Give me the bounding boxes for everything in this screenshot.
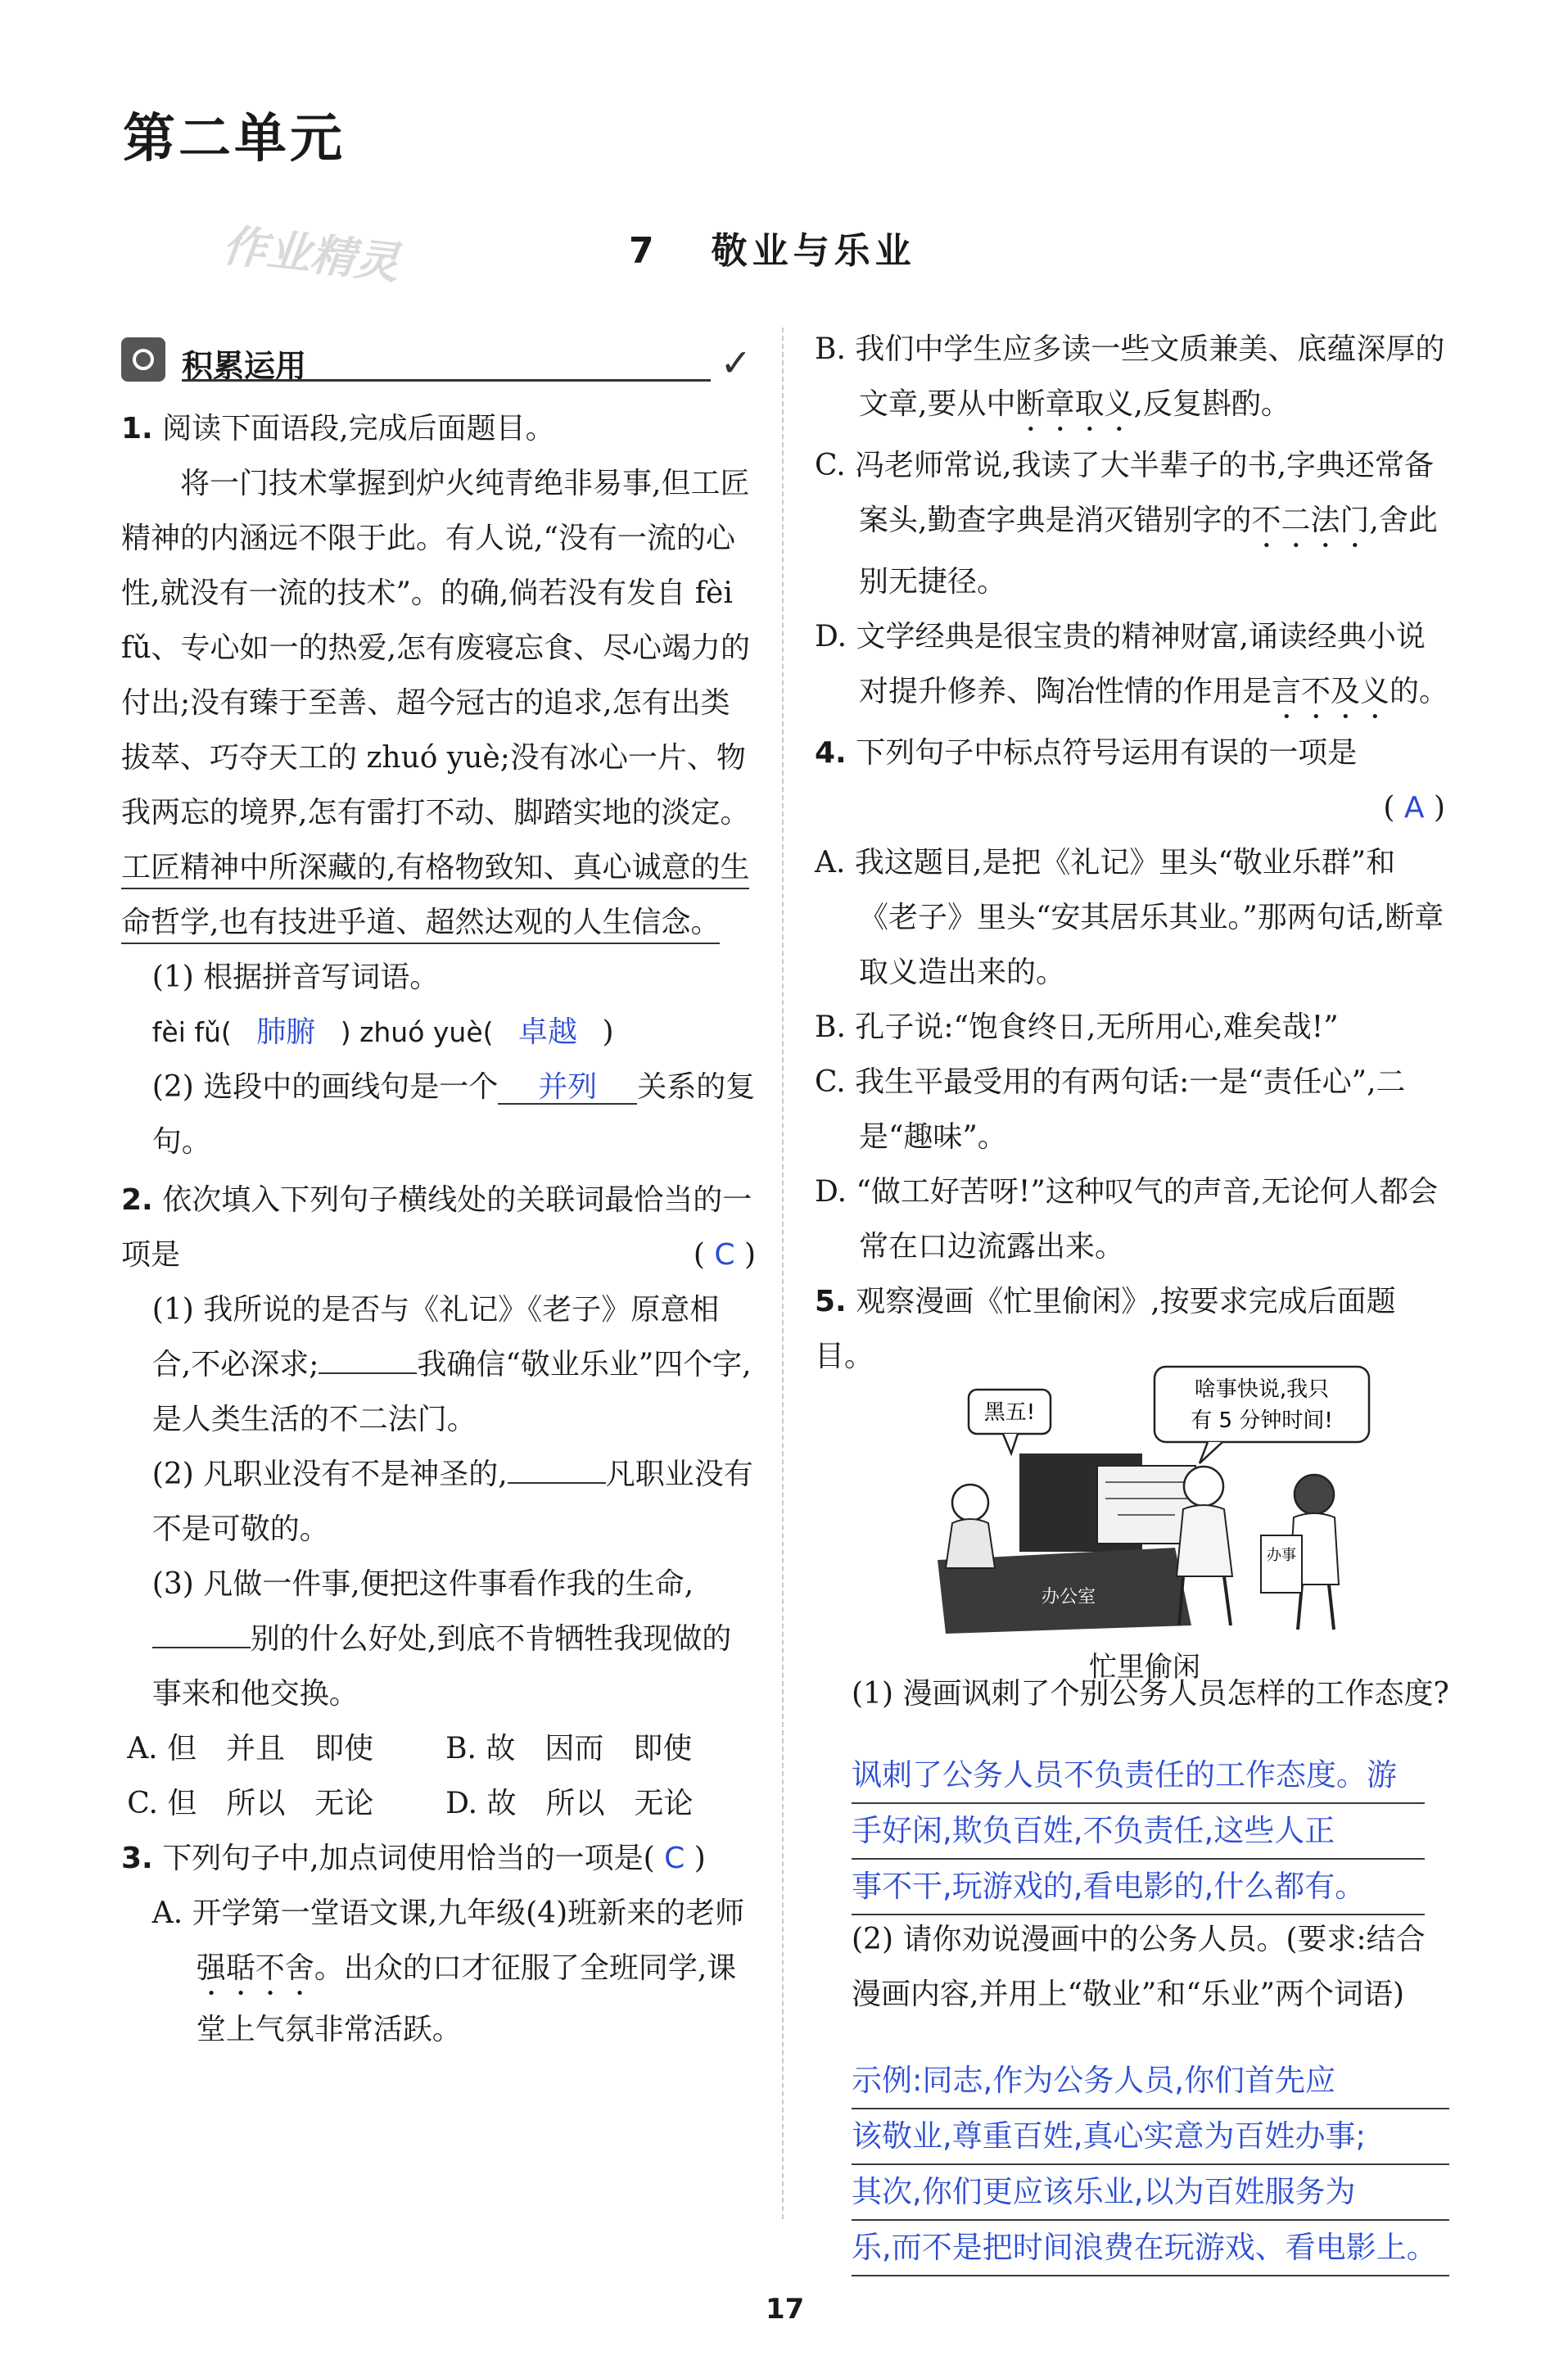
q4-option-d: D. “做工好苦呀!”这种叹气的声音,无论何人都会常在口边流露出来。 xyxy=(815,1175,1439,1264)
q3-option-b xyxy=(815,322,1453,438)
gear-icon xyxy=(121,337,165,382)
q2-sentence-2 xyxy=(121,1447,756,1557)
sentence-text: 我确信“敬业乐业”四个字,是人类生活的不二法门。 xyxy=(151,1348,752,1436)
option-text: ,舍此别无捷径。 xyxy=(859,504,1438,599)
answer-q4: A xyxy=(1403,791,1425,825)
q2-sentence-3 xyxy=(121,1557,756,1721)
question-number: 2. xyxy=(121,1183,153,1217)
dotted-word: 断章取义 xyxy=(1015,387,1134,421)
option-d: D. 故 所以 无论 xyxy=(445,1787,694,1820)
option-a: A. 但 并且 即使 xyxy=(127,1732,374,1765)
question-number: 3. xyxy=(121,1842,153,1875)
left-column xyxy=(121,401,756,2057)
option-text: C. 冯老师常说,我读了大半辈子的书,字典还常备案头,勤查字典是消灭错别字的 xyxy=(815,449,1435,537)
question-stem: 下列句子中,加点词使用恰当的一项是 xyxy=(162,1842,644,1875)
lesson-number: 7 xyxy=(629,230,659,272)
bubble-text-right-2: 有 5 分钟时间! xyxy=(1191,1408,1333,1433)
question-4 xyxy=(815,726,1453,780)
q3-option-c xyxy=(815,438,1453,609)
blank-line xyxy=(152,1619,251,1648)
cartoon-caption: 忙里偷闲 xyxy=(1089,1651,1200,1684)
dotted-word: 言不及义 xyxy=(1272,675,1390,708)
question-stem: 观察漫画《忙里偷闲》,按要求完成后面题目。 xyxy=(815,1285,1396,1373)
answer-line: 该敬业,尊重百姓,真心实意为百姓办事; xyxy=(852,2109,1449,2165)
reading-passage xyxy=(121,456,756,950)
question-number: 1. xyxy=(121,412,153,445)
question-stem: 依次填入下列句子横线处的关联词最恰当的一项是 xyxy=(121,1183,752,1272)
pinyin-zhuoyue: ) zhuó yuè( xyxy=(340,1016,494,1048)
q5-answer2 xyxy=(852,2054,1449,2276)
q3-option-a xyxy=(121,1886,756,2057)
option-text: B. 我们中学生应多读一些文质兼美、底蕴深厚的文章,要从中 xyxy=(815,332,1445,421)
answer-relation: 并列 xyxy=(498,1075,637,1105)
answer-line: 讽刺了公务人员不负责任的工作态度。游 xyxy=(852,1748,1425,1804)
watermark-logo: 作业精灵 xyxy=(219,219,402,290)
right-column xyxy=(815,322,1453,1384)
answer-line: 乐,而不是把时间浪费在玩游戏、看电影上。 xyxy=(852,2221,1449,2276)
q4-option-c: C. 我生平最受用的有两句话:一是“责任心”,二是“趣味”。 xyxy=(815,1065,1406,1154)
q1-sub2-tail: 关系的复句。 xyxy=(151,1070,756,1159)
close-paren: ) xyxy=(602,1015,614,1049)
q5-sub1-text: (1) 漫画讽刺了个别公务人员怎样的工作态度? xyxy=(852,1677,1449,1711)
blank-line xyxy=(508,1454,606,1484)
option-text: 的。 xyxy=(1390,675,1449,708)
sentence-text: 别的什么好处,到底不肯牺牲我现做的事来和他交换。 xyxy=(151,1622,732,1711)
page-number: 17 xyxy=(766,2293,805,2326)
option-text: 。出众的口才征服了全班同学,课堂上气氛非常活跃。 xyxy=(196,1951,737,2046)
question-number: 4. xyxy=(815,736,847,770)
question-1 xyxy=(121,401,756,456)
answer-line: 示例:同志,作为公务人员,你们首先应 xyxy=(852,2054,1449,2109)
lesson-title xyxy=(629,221,916,274)
answer-feifu: 肺腑 xyxy=(256,1015,316,1049)
question-number: 5. xyxy=(815,1285,847,1318)
answer-paren: ( C ) xyxy=(693,1238,756,1272)
bubble-text-right-1: 啥事快说,我只 xyxy=(1194,1377,1330,1402)
answer-line: 事不干,玩游戏的,看电影的,什么都有。 xyxy=(852,1860,1425,1915)
option-c: C. 但 所以 无论 xyxy=(127,1787,374,1820)
cartoon-illustration xyxy=(938,1363,1408,1634)
q3-option-d xyxy=(815,609,1453,726)
q5-sub1 xyxy=(852,1666,1449,1721)
official-figure-left xyxy=(952,1485,988,1521)
q2-options xyxy=(121,1721,756,1831)
q1-pinyin-row xyxy=(121,1005,756,1060)
sentence-text: (2) 凡职业没有不是神圣的, xyxy=(151,1458,508,1491)
option-b: B. 故 因而 即使 xyxy=(445,1732,693,1765)
question-stem: 下列句子中标点符号运用有误的一项是 xyxy=(856,736,1358,770)
section-header xyxy=(121,336,752,385)
q1-sub2 xyxy=(121,1060,756,1169)
question-2 xyxy=(121,1173,756,1282)
answer-q2: C xyxy=(714,1238,735,1272)
q4-option-b: B. 孔子说:“饱食终日,无所用心,难矣哉!” xyxy=(815,1010,1339,1044)
sentence-text: (1) 我所说的是否与《礼记》《老子》原意相合,不必深求; xyxy=(151,1293,720,1381)
blank-line xyxy=(319,1345,417,1374)
desk-sign: 办公室 xyxy=(1041,1587,1096,1607)
question-3: 3. 下列句子中,加点词使用恰当的一项是( C ) xyxy=(121,1842,706,1875)
sentence-text: (3) 凡做一件事,便把这件事看作我的生命, xyxy=(151,1567,694,1601)
option-text: ,反复斟酌。 xyxy=(1133,387,1290,421)
dotted-word: 不二法门 xyxy=(1251,504,1370,537)
q4-option-a: A. 我这题目,是把《礼记》里头“敬业乐群”和《老子》里头“安其居乐其业。”那两句话,断章取义造出来的。 xyxy=(815,846,1444,989)
paper-sign: 办事 xyxy=(1267,1547,1296,1564)
citizen-figure xyxy=(1295,1475,1334,1514)
official-figure-center xyxy=(1184,1467,1223,1506)
answer-q3: C xyxy=(664,1842,685,1875)
q5-sub2-text: (2) 请你劝说漫画中的公务人员。(要求:结合漫画内容,并用上“敬业”和“乐业”两个词语) xyxy=(852,1923,1426,2011)
passage-text: 将一门技术掌握到炉火纯青绝非易事,但工匠精神的内涵远不限于此。有人说,“没有一流的心性,就没有一流的技术”。的确,倘若没有发自 fèi fǔ、专心如一的热爱,怎有废寝忘食、尽心竭力的付出;没有臻于至善、超今冠古的追求,怎有出类拔萃、巧夺天工的 zhuó yuè;没有冰心一片、物我两忘的境界,怎有雷打不动、脚踏实地的淡定。 xyxy=(121,467,750,830)
q1-sub2-text: (2) 选段中的画线句是一个 xyxy=(151,1070,499,1104)
q5-sub2 xyxy=(852,1912,1449,2022)
answer-line: 其次,你们更应该乐业,以为百姓服务为 xyxy=(852,2165,1449,2221)
section-underline xyxy=(182,379,711,382)
lesson-name: 敬业与乐业 xyxy=(711,230,916,272)
checkmark-icon: ✓ xyxy=(720,341,752,385)
q2-sentence-1 xyxy=(121,1282,756,1447)
option-text: A. 开学第一堂语文课,九年级(4)班新来的老师 xyxy=(151,1897,745,1930)
dotted-word: 强聒不舍 xyxy=(196,1951,314,1985)
q1-sub1: (1) 根据拼音写词语。 xyxy=(151,961,440,994)
option-text: D. 文学经典是很宝贵的精神财富,诵读经典小说对提升修养、陶冶性情的作用是 xyxy=(815,620,1426,708)
q5-answer1 xyxy=(852,1748,1425,1915)
question-stem: 阅读下面语段,完成后面题目。 xyxy=(162,412,555,445)
answer-zhuoyue: 卓越 xyxy=(517,1015,577,1049)
answer-line: 手好闲,欺负百姓,不负责任,这些人正 xyxy=(852,1804,1425,1860)
pinyin-feifu: fèi fǔ( xyxy=(151,1016,232,1048)
paperwork xyxy=(1261,1535,1302,1593)
unit-title: 第二单元 xyxy=(123,109,346,170)
bubble-text-left: 黑五! xyxy=(983,1400,1036,1425)
passage-underlined-sentence: 工匠精神中所深藏的,有格物致知、真心诚意的生命哲学,也有技进乎道、超然达观的人生信念。 xyxy=(121,851,749,944)
sentence-text: 凡职业没有不是可敬的。 xyxy=(151,1458,753,1546)
section-label: 积累运用 xyxy=(182,348,307,384)
answer-paren: ( A ) xyxy=(1383,791,1445,825)
column-divider xyxy=(782,328,784,2219)
